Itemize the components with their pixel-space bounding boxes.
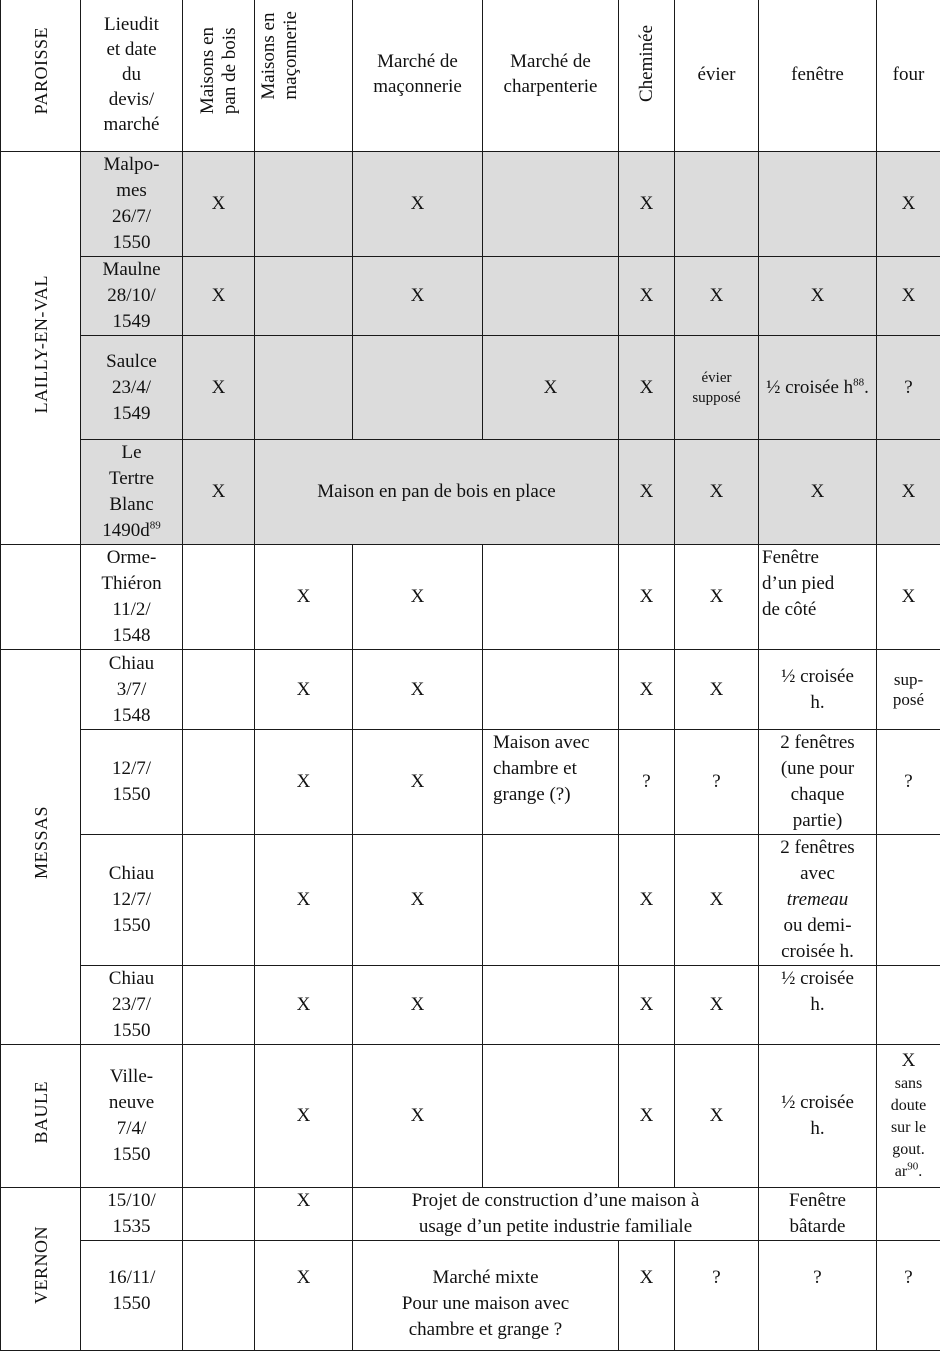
cell-marche-charpenterie	[483, 966, 619, 1045]
table-row	[1, 835, 940, 966]
cell-cheminee: X	[619, 1045, 675, 1188]
place-cell: Saulce 23/4/ 1549	[81, 336, 183, 440]
header-pan-de-bois: Maisons en pan de bois	[183, 0, 255, 152]
header-cheminee: Cheminée	[619, 0, 675, 152]
parish-vernon: VERNON	[1, 1188, 81, 1351]
cell-fenetre: ½ croisée h.	[759, 650, 877, 730]
cell-fenetre: ½ croisée h.	[759, 1045, 877, 1188]
cell-cheminee: X	[619, 1241, 675, 1351]
cell-evier	[675, 152, 759, 257]
header-marche-charpenterie: Marché de charpenterie	[483, 0, 619, 152]
cell-marche-maconnerie: X	[353, 152, 483, 257]
header-paroisse: PAROISSE	[1, 0, 81, 152]
parish-messas: MESSAS	[1, 650, 81, 1045]
place-cell: Malpo- mes 26/7/ 1550	[81, 152, 183, 257]
cell-pan-de-bois	[183, 835, 255, 966]
table-row	[1, 257, 940, 336]
cell-cheminee: X	[619, 545, 675, 650]
table-row	[1, 1188, 940, 1241]
header-evier: évier	[675, 0, 759, 152]
cell-marche-maconnerie: X	[353, 650, 483, 730]
cell-cheminee: X	[619, 966, 675, 1045]
place-cell: Maulne 28/10/ 1549	[81, 257, 183, 336]
place-cell: 12/7/ 1550	[81, 730, 183, 835]
table-row	[1, 966, 940, 1045]
cell-four: X	[877, 152, 940, 257]
cell-maconnerie: X	[255, 1045, 353, 1188]
cell-fenetre: ?	[759, 1241, 877, 1351]
place-cell: Le Tertre Blanc $1490d^{89}$	[81, 440, 183, 545]
cell-pan-de-bois: X	[183, 257, 255, 336]
cell-pan-de-bois	[183, 545, 255, 650]
cell-cheminee: X	[619, 835, 675, 966]
cell-pan-de-bois: X	[183, 440, 255, 545]
parish-lailly: LAILLY-EN-VAL	[1, 152, 81, 545]
place-cell: Chiau 12/7/ 1550	[81, 835, 183, 966]
cell-pan-de-bois	[183, 1188, 255, 1241]
table-row	[1, 650, 940, 730]
table-row	[1, 152, 940, 257]
place-cell: Ville- neuve 7/4/ 1550	[81, 1045, 183, 1188]
cell-span-note: Marché mixte Pour une maison avec chambre et grange ?	[353, 1241, 619, 1351]
cell-fenetre: Fenêtre d’un pied de côté	[759, 545, 877, 650]
cell-evier: ?	[675, 730, 759, 835]
cell-marche-maconnerie: X	[353, 966, 483, 1045]
table-row	[1, 336, 940, 440]
cell-four: ?	[877, 1241, 940, 1351]
cell-pan-de-bois	[183, 966, 255, 1045]
header-maconnerie: Maisons en maçonnerie	[255, 0, 353, 152]
cell-four: sup- posé	[877, 650, 940, 730]
header-row	[1, 0, 940, 152]
cell-marche-charpenterie	[483, 1045, 619, 1188]
cell-fenetre: X	[759, 440, 877, 545]
place-cell: Chiau 23/7/ 1550	[81, 966, 183, 1045]
cell-fenetre	[759, 152, 877, 257]
table-row	[1, 1241, 940, 1351]
cell-pan-de-bois	[183, 1045, 255, 1188]
cell-maconnerie: X	[255, 1188, 353, 1241]
cell-cheminee: X	[619, 152, 675, 257]
place-cell: 15/10/ 1535	[81, 1188, 183, 1241]
cell-four: X sans doute sur le gout. $ar^{90}$.	[877, 1045, 940, 1188]
cell-maconnerie: X	[255, 966, 353, 1045]
cell-fenetre: ½ croisée $h^{88}$.	[759, 336, 877, 440]
cell-evier: X	[675, 650, 759, 730]
cell-marche-maconnerie: X	[353, 257, 483, 336]
cell-marche-charpenterie	[483, 835, 619, 966]
cell-cheminee: ?	[619, 730, 675, 835]
cell-evier: X	[675, 257, 759, 336]
cell-pan-de-bois: X	[183, 336, 255, 440]
cell-maconnerie	[255, 336, 353, 440]
cell-marche-charpenterie	[483, 650, 619, 730]
header-four: four	[877, 0, 940, 152]
cell-cheminee: X	[619, 650, 675, 730]
cell-four	[877, 835, 940, 966]
cell-cheminee: X	[619, 257, 675, 336]
cell-evier: X	[675, 835, 759, 966]
cell-marche-maconnerie: X	[353, 835, 483, 966]
cell-span-note: Maison en pan de bois en place	[255, 440, 619, 545]
cell-fenetre: 2 fenêtres (une pour chaque partie)	[759, 730, 877, 835]
table-row	[1, 1045, 940, 1188]
cell-marche-charpenterie	[483, 545, 619, 650]
cell-four	[877, 966, 940, 1045]
cell-maconnerie: X	[255, 650, 353, 730]
cell-pan-de-bois	[183, 1241, 255, 1351]
header-fenetre: fenêtre	[759, 0, 877, 152]
cell-pan-de-bois	[183, 730, 255, 835]
cell-cheminee: X	[619, 440, 675, 545]
cell-evier: X	[675, 966, 759, 1045]
cell-maconnerie: X	[255, 1241, 353, 1351]
place-cell: 16/11/ 1550	[81, 1241, 183, 1351]
cell-pan-de-bois	[183, 650, 255, 730]
cell-evier: X	[675, 440, 759, 545]
cell-evier: évier supposé	[675, 336, 759, 440]
cell-span-note: Projet de construction d’une maison à usage d’un petite industrie familiale	[353, 1188, 759, 1241]
cell-marche-maconnerie: X	[353, 1045, 483, 1188]
header-marche-maconnerie: Marché de maçonnerie	[353, 0, 483, 152]
cell-fenetre: Fenêtre bâtarde	[759, 1188, 877, 1241]
cell-four: ?	[877, 730, 940, 835]
cell-evier: X	[675, 1045, 759, 1188]
cell-four: X	[877, 440, 940, 545]
table-row	[1, 440, 940, 545]
parish-baule: BAULE	[1, 1045, 81, 1188]
cell-fenetre: 2 fenêtres avec tremeau ou demi- croisée h.	[759, 835, 877, 966]
cell-evier: ?	[675, 1241, 759, 1351]
cell-maconnerie	[255, 257, 353, 336]
cell-marche-maconnerie: X	[353, 545, 483, 650]
cell-cheminee: X	[619, 336, 675, 440]
cell-maconnerie: X	[255, 730, 353, 835]
place-cell: Chiau 3/7/ 1548	[81, 650, 183, 730]
cell-four: ?	[877, 336, 940, 440]
place-cell: Orme- Thiéron 11/2/ 1548	[81, 545, 183, 650]
table-row	[1, 545, 940, 650]
header-lieudit: Lieudit et date du devis/ marché	[81, 0, 183, 152]
cell-fenetre: ½ croisée h.	[759, 966, 877, 1045]
cell-maconnerie	[255, 152, 353, 257]
cell-marche-charpenterie: X	[483, 336, 619, 440]
cell-fenetre: X	[759, 257, 877, 336]
table-row	[1, 730, 940, 835]
cell-maconnerie: X	[255, 545, 353, 650]
cell-marche-charpenterie	[483, 152, 619, 257]
cell-marche-maconnerie	[353, 336, 483, 440]
cell-four: X	[877, 257, 940, 336]
cell-maconnerie: X	[255, 835, 353, 966]
cell-marche-maconnerie: X	[353, 730, 483, 835]
cell-four	[877, 1188, 940, 1241]
cell-four: X	[877, 545, 940, 650]
cell-evier: X	[675, 545, 759, 650]
cell-pan-de-bois: X	[183, 152, 255, 257]
cell-marche-charpenterie: Maison avec chambre et grange (?)	[483, 730, 619, 835]
parish-empty	[1, 545, 81, 650]
cell-marche-charpenterie	[483, 257, 619, 336]
